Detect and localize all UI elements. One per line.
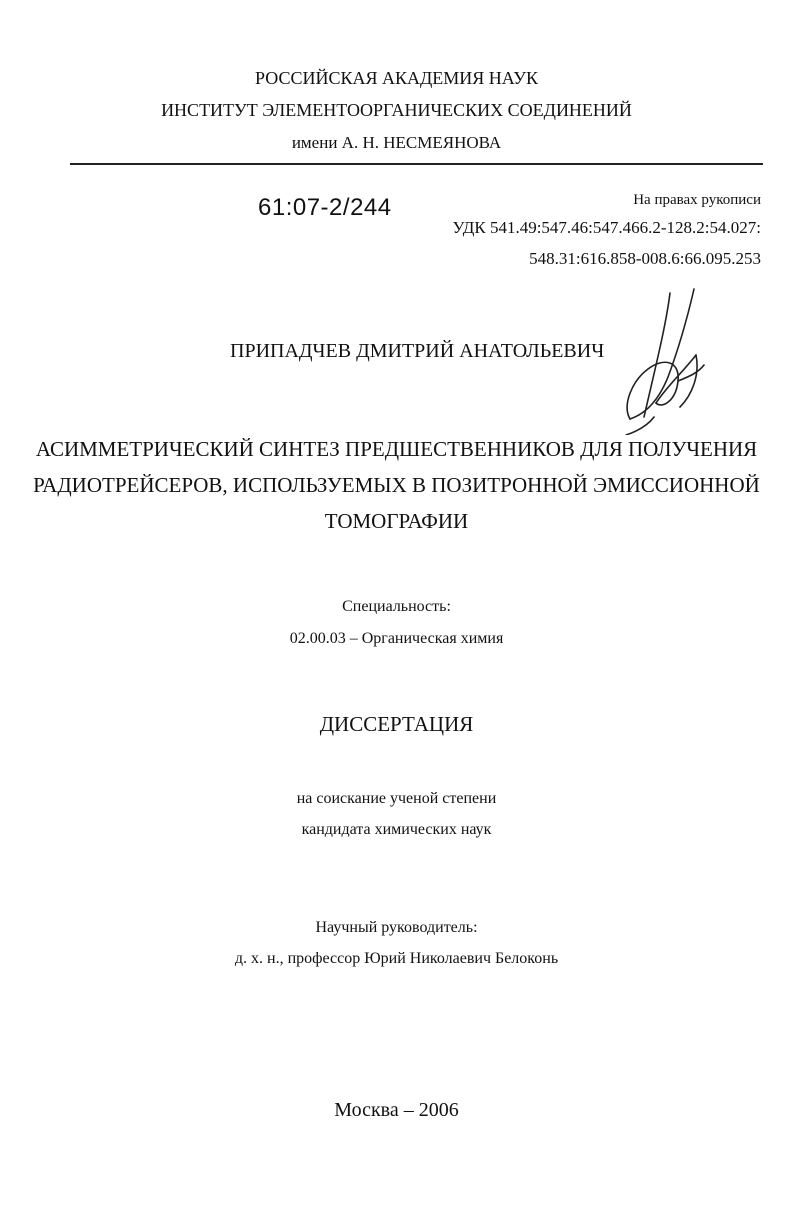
header-divider: [70, 163, 763, 165]
udk-line-2: 548.31:616.858-008.6:66.095.253: [529, 249, 761, 268]
author-name: ПРИПАДЧЕВ ДМИТРИЙ АНАТОЛЬЕВИЧ: [230, 340, 605, 362]
udk-line-1: УДК 541.49:547.46:547.466.2-128.2:54.027:: [452, 218, 761, 237]
supervisor-label: Научный руководитель:: [315, 919, 478, 936]
title-line-2: РАДИОТРЕЙСЕРОВ, ИСПОЛЬЗУЕМЫХ В ПОЗИТРОННОЙ ЭМИССИОННОЙ: [33, 473, 760, 497]
rights-note: На правах рукописи: [633, 192, 761, 208]
supervisor-name: д. х. н., профессор Юрий Николаевич Белоконь: [234, 950, 559, 967]
document-type-heading: ДИССЕРТАЦИЯ: [319, 712, 474, 736]
title-line-1: АСИММЕТРИЧЕСКИЙ СИНТЕЗ ПРЕДШЕСТВЕННИКОВ ДЛЯ ПОЛУЧЕНИЯ: [35, 437, 758, 461]
catalog-code: 61:07-2/244: [258, 194, 392, 221]
title-line-3: ТОМОГРАФИИ: [324, 509, 469, 533]
degree-line-2: кандидата химических наук: [301, 821, 492, 838]
degree-line-1: на соискание ученой степени: [296, 790, 497, 807]
specialty-label: Специальность:: [342, 598, 451, 615]
specialty-value: 02.00.03 – Органическая химия: [289, 630, 504, 647]
header-line-institute: ИНСТИТУТ ЭЛЕМЕНТООРГАНИЧЕСКИХ СОЕДИНЕНИЙ: [161, 100, 632, 120]
header-line-academy: РОССИЙСКАЯ АКАДЕМИЯ НАУК: [255, 68, 538, 88]
handwritten-signature: [608, 285, 718, 435]
place-and-year: Москва – 2006: [334, 1099, 459, 1121]
header-line-named-after: имени А. Н. НЕСМЕЯНОВА: [291, 133, 502, 152]
